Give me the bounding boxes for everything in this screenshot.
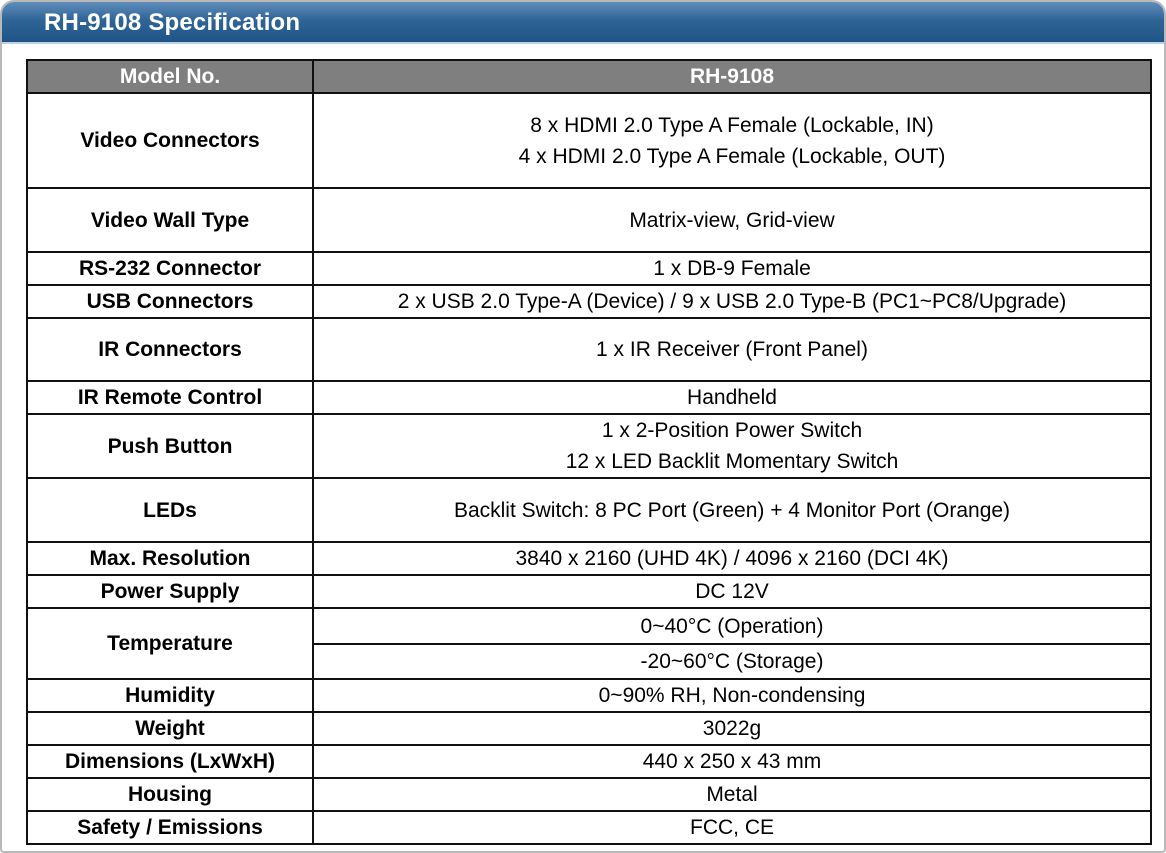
table-row xyxy=(27,745,1151,778)
row-label: Housing xyxy=(27,778,313,811)
row-label: Weight xyxy=(27,712,313,745)
row-value: 3022g xyxy=(313,712,1151,745)
table-row xyxy=(27,811,1151,844)
table-row xyxy=(27,381,1151,414)
column-header-model: Model No. xyxy=(27,60,313,93)
table-row xyxy=(27,478,1151,542)
row-value: 2 x USB 2.0 Type-A (Device) / 9 x USB 2.0 Type-B (PC1~PC8/Upgrade) xyxy=(313,285,1151,318)
row-value: 3840 x 2160 (UHD 4K) / 4096 x 2160 (DCI 4K) xyxy=(313,542,1151,575)
table-row xyxy=(27,679,1151,712)
table-row xyxy=(27,414,1151,478)
row-value: 440 x 250 x 43 mm xyxy=(313,745,1151,778)
row-value: FCC, CE xyxy=(313,811,1151,844)
panel-title: RH-9108 Specification xyxy=(44,9,301,36)
table-header-row xyxy=(27,60,1151,93)
value-line: 4 x HDMI 2.0 Type A Female (Lockable, OUT) xyxy=(518,144,946,168)
row-label: Max. Resolution xyxy=(27,542,313,575)
column-header-value: RH-9108 xyxy=(313,60,1151,93)
row-label: RS-232 Connector xyxy=(27,252,313,285)
row-label: Video Wall Type xyxy=(27,188,313,252)
row-label: USB Connectors xyxy=(27,285,313,318)
row-value: Metal xyxy=(313,778,1151,811)
value-line: 12 x LED Backlit Momentary Switch xyxy=(565,450,899,473)
row-label: Push Button xyxy=(27,414,313,478)
row-value: Handheld xyxy=(313,381,1151,414)
table-row xyxy=(27,318,1151,381)
table-row xyxy=(27,712,1151,745)
row-value: -20~60°C (Storage) xyxy=(313,644,1151,679)
row-value: DC 12V xyxy=(313,575,1151,608)
row-label: Power Supply xyxy=(27,575,313,608)
table-row xyxy=(27,285,1151,318)
table-row xyxy=(27,542,1151,575)
row-value: Matrix-view, Grid-view xyxy=(313,188,1151,252)
row-value: 0~40°C (Operation) xyxy=(313,608,1151,644)
row-label: Safety / Emissions xyxy=(27,811,313,844)
row-value xyxy=(313,93,1151,188)
table-row xyxy=(27,93,1151,188)
table-row xyxy=(27,252,1151,285)
row-value: 1 x DB-9 Female xyxy=(313,252,1151,285)
row-value: 1 x IR Receiver (Front Panel) xyxy=(313,318,1151,381)
panel-header xyxy=(2,2,1166,44)
table-row xyxy=(27,575,1151,608)
row-label: IR Connectors xyxy=(27,318,313,381)
row-label: Temperature xyxy=(27,608,313,679)
row-value: Backlit Switch: 8 PC Port (Green) + 4 Monitor Port (Orange) xyxy=(313,478,1151,542)
row-value: 0~90% RH, Non-condensing xyxy=(313,679,1151,712)
row-label: IR Remote Control xyxy=(27,381,313,414)
row-label: Humidity xyxy=(27,679,313,712)
table-row xyxy=(27,188,1151,252)
row-value xyxy=(313,414,1151,478)
table-row xyxy=(27,778,1151,811)
value-line: 1 x 2-Position Power Switch xyxy=(601,419,863,442)
table-row xyxy=(27,608,1151,644)
row-label: Dimensions (LxWxH) xyxy=(27,745,313,778)
row-label: Video Connectors xyxy=(27,93,313,188)
spec-table xyxy=(26,59,1152,845)
row-label: LEDs xyxy=(27,478,313,542)
value-line: 8 x HDMI 2.0 Type A Female (Lockable, IN) xyxy=(530,113,934,137)
